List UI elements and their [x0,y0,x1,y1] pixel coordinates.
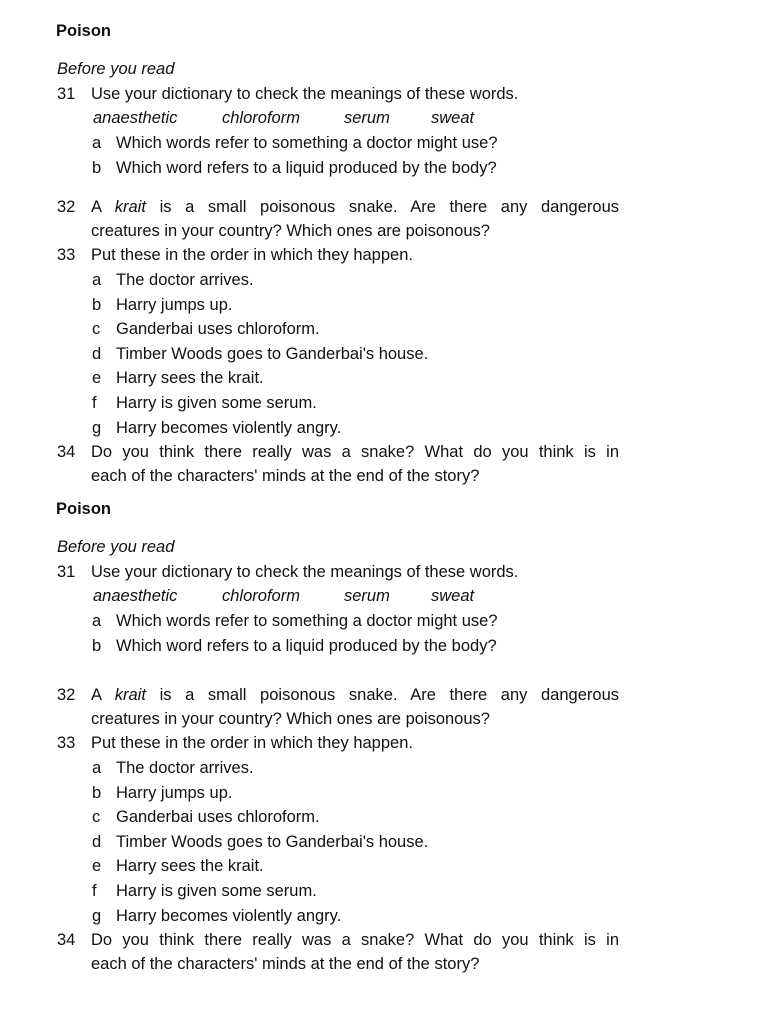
question-number: 34 [57,443,76,461]
item-text: Which words refer to something a doctor might use? [116,612,498,630]
item-letter: c [92,320,101,338]
vocab-word: chloroform [222,109,300,127]
item-text: Harry becomes violently angry. [116,907,342,925]
item-letter: g [92,419,102,437]
question-text-line: each of the characters' minds at the end of the story? [91,955,480,973]
item-text: Harry is given some serum. [116,882,317,900]
keyword: krait [114,686,146,704]
question-text [91,686,619,705]
question-text-line: each of the characters' minds at the end of the story? [91,467,480,485]
item-text: Ganderbai uses chloroform. [116,808,320,826]
question-text-line: creatures in your country? Which ones are poisonous? [91,710,490,728]
text-fragment: A [91,686,102,704]
item-letter: c [92,808,101,826]
vocab-word: serum [344,109,390,127]
question-text: Use your dictionary to check the meanings of these words. [91,85,519,103]
item-text: Timber Woods goes to Ganderbai's house. [116,345,429,363]
question-number: 31 [57,563,76,581]
item-text: Timber Woods goes to Ganderbai's house. [116,833,429,851]
item-letter: d [92,345,102,363]
item-text: Ganderbai uses chloroform. [116,320,320,338]
item-letter: f [92,394,97,412]
item-text: Harry sees the krait. [116,369,264,387]
item-letter: f [92,882,97,900]
item-text: Which word refers to a liquid produced by the body? [116,159,497,177]
item-letter: a [92,759,102,777]
section-subtitle: Before you read [57,60,175,78]
item-letter: g [92,907,102,925]
text-fragment: A [91,198,102,216]
item-text: Harry becomes violently angry. [116,419,342,437]
item-letter: a [92,612,102,630]
item-text: The doctor arrives. [116,759,254,777]
text-fragment: is a small poisonous snake. Are there any dangerous [159,198,619,216]
item-text: Harry jumps up. [116,784,233,802]
question-number: 33 [57,246,76,264]
item-letter: d [92,833,102,851]
item-letter: b [92,296,102,314]
vocab-word: sweat [431,587,475,605]
item-letter: b [92,784,102,802]
item-letter: a [92,271,102,289]
question-text-line: creatures in your country? Which ones are poisonous? [91,222,490,240]
question-text: Put these in the order in which they happen. [91,246,413,264]
item-text: Harry jumps up. [116,296,233,314]
question-text [91,198,619,217]
question-number: 32 [57,686,76,704]
item-text: Which words refer to something a doctor might use? [116,134,498,152]
section-title: Poison [56,500,112,518]
section-subtitle: Before you read [57,538,175,556]
vocab-word: serum [344,587,390,605]
item-text: Which word refers to a liquid produced by the body? [116,637,497,655]
text-fragment: is a small poisonous snake. Are there any dangerous [159,686,619,704]
item-text: Harry is given some serum. [116,394,317,412]
vocab-word: sweat [431,109,475,127]
vocab-word: chloroform [222,587,300,605]
item-letter: e [92,369,102,387]
item-letter: b [92,159,102,177]
question-number: 33 [57,734,76,752]
question-number: 32 [57,198,76,216]
item-letter: b [92,637,102,655]
question-number: 34 [57,931,76,949]
section-title: Poison [56,22,112,40]
vocab-word: anaesthetic [93,109,178,127]
question-text: Use your dictionary to check the meanings of these words. [91,563,519,581]
item-text: Harry sees the krait. [116,857,264,875]
question-number: 31 [57,85,76,103]
item-text: The doctor arrives. [116,271,254,289]
question-text: Put these in the order in which they happen. [91,734,413,752]
question-text: Do you think there really was a snake? What do you think is in [91,931,619,949]
item-letter: a [92,134,102,152]
item-letter: e [92,857,102,875]
question-text: Do you think there really was a snake? What do you think is in [91,443,619,461]
vocab-word: anaesthetic [93,587,178,605]
keyword: krait [114,198,146,216]
